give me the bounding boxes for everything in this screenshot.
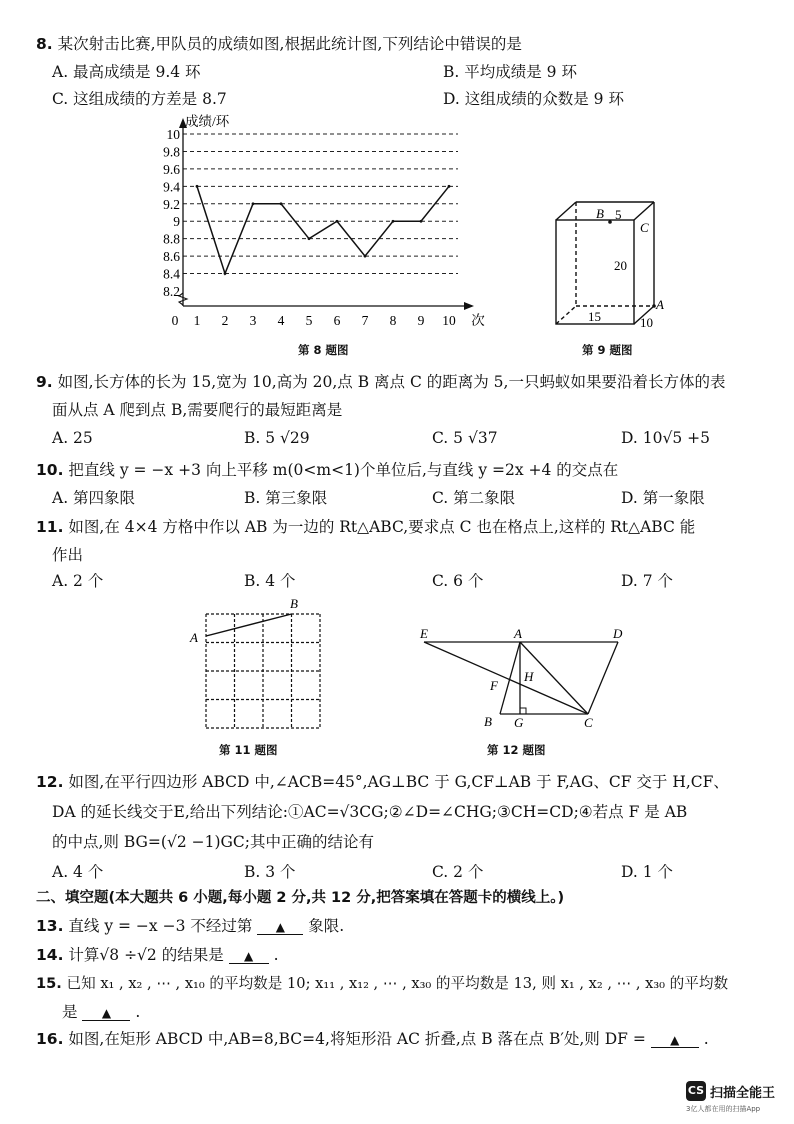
- chart-x-tick-label: 0: [171, 313, 179, 328]
- q11-grid-figure: [186, 596, 326, 730]
- chart-y-tick-label: 9.4: [163, 179, 180, 195]
- q13-answer-blank: ▲: [257, 920, 303, 935]
- watermark-name: 扫描全能王: [710, 1086, 776, 1101]
- q8-line-chart: [150, 108, 495, 333]
- q8-option-b: B. 平均成绩是 9 环: [443, 63, 577, 81]
- chart-y-tick-label: 8.4: [163, 266, 180, 282]
- chart-y-tick-label: 10: [166, 127, 180, 142]
- chart-x-tick-label: 2: [221, 313, 229, 328]
- chart-x-axis-arrow: [464, 302, 474, 310]
- q11-segment-ab: [206, 614, 292, 636]
- chart-x-tick-label: 1: [193, 313, 201, 328]
- chart-y-tick-label: 8.2: [163, 284, 180, 299]
- q9-option-b: B. 5 √29: [244, 429, 310, 447]
- q12-caption: 第 12 题图: [487, 743, 546, 757]
- q12-label-a: A: [514, 626, 522, 641]
- section-fill-blank-heading: 二、填空题(本大题共 6 小题,每小题 2 分,共 12 分,把答案填在答题卡的横线上。): [36, 890, 565, 906]
- chart-y-tick-label: 8.8: [163, 231, 180, 247]
- q9-option-a: A. 25: [52, 429, 93, 447]
- q11-stem-2: 作出: [52, 546, 84, 564]
- chart-x-tick-label: 7: [361, 313, 369, 328]
- q10-option-b: B. 第三象限: [244, 489, 328, 507]
- q12-label-h: H: [524, 669, 534, 684]
- q9-label-c: C: [640, 220, 649, 235]
- q9-cuboid-figure: [548, 196, 678, 336]
- q11-option-c: C. 6 个: [432, 572, 484, 590]
- chart-y-axis-label: 成绩/环: [185, 114, 230, 129]
- chart-y-tick-label: 8.6: [163, 249, 180, 265]
- chart-x-tick-label: 10: [442, 313, 456, 328]
- chart-data-point: [448, 185, 451, 188]
- q8-option-a: A. 最高成绩是 9.4 环: [52, 63, 201, 81]
- q12-label-f: F: [490, 678, 498, 693]
- q11-option-b: B. 4 个: [244, 572, 296, 590]
- chart-data-point: [392, 220, 395, 223]
- q12-option-d: D. 1 个: [621, 863, 674, 881]
- q9-label-15: 15: [588, 309, 601, 324]
- q12-option-b: B. 3 个: [244, 863, 296, 881]
- chart-data-point: [308, 237, 311, 240]
- q12-label-b: B: [484, 714, 492, 729]
- q8-caption: 第 8 题图: [298, 343, 349, 357]
- q12-option-c: C. 2 个: [432, 863, 484, 881]
- chart-series-line: [197, 186, 449, 273]
- chart-x-tick-label: 4: [277, 313, 285, 328]
- q8-option-c: C. 这组成绩的方差是 8.7: [52, 90, 227, 108]
- q12-label-d: D: [613, 626, 623, 641]
- chart-y-tick-label: 9.2: [163, 196, 180, 212]
- camscanner-logo: CS: [686, 1081, 706, 1101]
- chart-data-point: [224, 272, 227, 275]
- q9-option-d: D. 10√5 +5: [621, 429, 710, 447]
- chart-x-tick-label: 8: [389, 313, 397, 328]
- q11-label-b: B: [290, 596, 298, 611]
- q10-option-d: D. 第一象限: [621, 489, 705, 507]
- q11-caption: 第 11 题图: [219, 743, 278, 757]
- q14-stem: 14. 计算√8 ÷√2 的结果是 ▲ .: [36, 946, 279, 964]
- chart-data-point: [280, 202, 283, 205]
- chart-y-tick-label: 9.6: [163, 161, 180, 177]
- q14-answer-blank: ▲: [229, 949, 269, 964]
- q9-label-10: 10: [640, 315, 653, 330]
- q9-stem-1: 9. 如图,长方体的长为 15,宽为 10,高为 20,点 B 离点 C 的距离为 5,一只蚂蚁如果要沿着长方体的表: [36, 373, 726, 391]
- q12-stem-2: DA 的延长线交于E,给出下列结论:①AC=√3CG;②∠D=∠CHG;③CH=CD;④若点 F 是 AB: [52, 803, 688, 821]
- q15-stem-1: 15. 已知 x₁ , x₂ , ⋯ , x₁₀ 的平均数是 10; x₁₁ , x₁₂ , ⋯ , x₃₀ 的平均数是 13, 则 x₁ , x₂ , ⋯ , x₃₀ 的平均数: [36, 975, 729, 992]
- q12-option-a: A. 4 个: [52, 863, 104, 881]
- q11-label-a: A: [190, 630, 198, 645]
- chart-x-tick-label: 6: [333, 313, 341, 328]
- chart-x-axis-label: 次: [471, 313, 485, 328]
- chart-data-point: [336, 220, 339, 223]
- chart-x-tick-label: 9: [417, 313, 425, 328]
- chart-data-point: [364, 255, 367, 258]
- q9-label-20: 20: [614, 258, 627, 273]
- q9-label-5: 5: [615, 207, 622, 222]
- q9-label-b: B: [596, 206, 604, 221]
- watermark-slogan: 3亿人都在用的扫描App: [686, 1105, 761, 1113]
- q9-option-c: C. 5 √37: [432, 429, 498, 447]
- q15-answer-blank: ▲: [82, 1006, 130, 1021]
- chart-y-tick-label: 9: [173, 214, 180, 230]
- chart-data-point: [420, 220, 423, 223]
- q16-answer-blank: ▲: [651, 1033, 699, 1048]
- q10-option-a: A. 第四象限: [52, 489, 136, 507]
- q11-stem-1: 11. 如图,在 4×4 方格中作以 AB 为一边的 Rt△ABC,要求点 C 也在格点上,这样的 Rt△ABC 能: [36, 518, 696, 536]
- q15-stem-2: 是 ▲ .: [62, 1003, 141, 1021]
- q8-option-d: D. 这组成绩的众数是 9 环: [443, 90, 624, 108]
- chart-x-tick-label: 3: [249, 313, 257, 328]
- chart-x-tick-label: 5: [305, 313, 313, 328]
- chart-data-point: [252, 202, 255, 205]
- q9-caption: 第 9 题图: [582, 343, 633, 357]
- q13-stem: 13. 直线 y = −x −3 不经过第 ▲ 象限.: [36, 917, 345, 935]
- q9-point-b: [608, 220, 612, 224]
- q9-stem-2: 面从点 A 爬到点 B,需要爬行的最短距离是: [52, 401, 343, 419]
- q12-stem-1: 12. 如图,在平行四边形 ABCD 中,∠ACB=45°,AG⊥BC 于 G,CF⊥AB 于 F,AG、CF 交于 H,CF、: [36, 773, 729, 791]
- chart-y-tick-label: 9.8: [163, 144, 180, 160]
- q8-stem: 8. 某次射击比赛,甲队员的成绩如图,根据此统计图,下列结论中错误的是: [36, 35, 522, 53]
- q12-label-c: C: [584, 715, 593, 730]
- chart-data-point: [196, 185, 199, 188]
- q11-option-a: A. 2 个: [52, 572, 104, 590]
- q12-label-e: E: [420, 626, 428, 641]
- q11-option-d: D. 7 个: [621, 572, 674, 590]
- q10-option-c: C. 第二象限: [432, 489, 516, 507]
- q10-stem: 10. 把直线 y = −x +3 向上平移 m(0<m<1)个单位后,与直线 y =2x +4 的交点在: [36, 461, 619, 479]
- q12-stem-3: 的中点,则 BG=(√2 −1)GC;其中正确的结论有: [52, 833, 374, 851]
- q12-parallelogram-figure: [416, 626, 632, 732]
- q9-label-a: A: [656, 297, 664, 312]
- q12-label-g: G: [514, 715, 524, 730]
- q16-stem: 16. 如图,在矩形 ABCD 中,AB=8,BC=4,将矩形沿 AC 折叠,点 B 落在点 B′处,则 DF = ▲ .: [36, 1030, 709, 1048]
